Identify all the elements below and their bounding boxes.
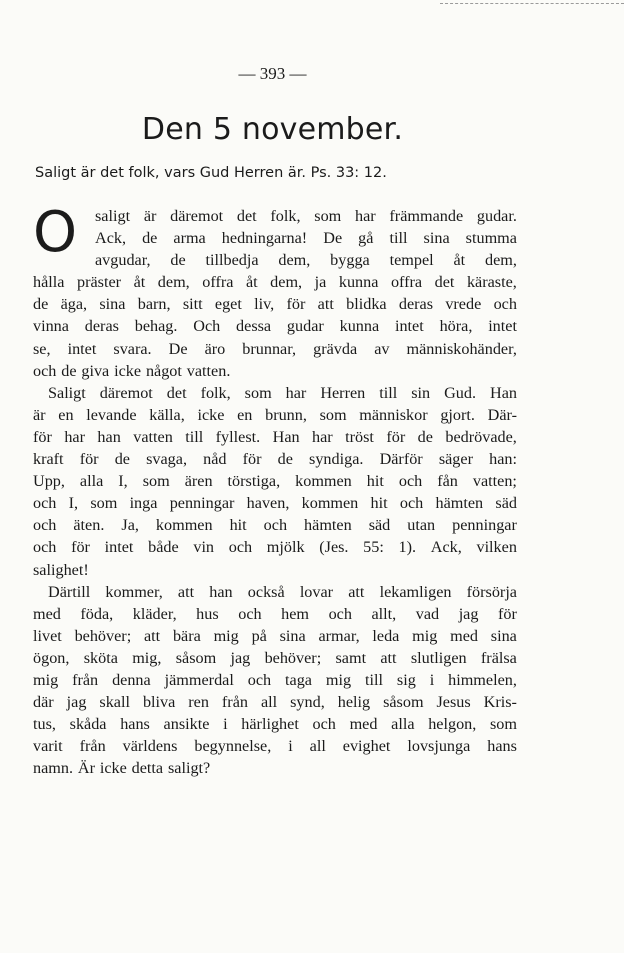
text-line: namn. Är icke detta saligt?: [33, 759, 211, 778]
text-line: och äten. Ja, kommen hit och hämten säd utan penningar: [33, 516, 517, 535]
text-line: och de giva icke något vatten.: [33, 361, 231, 380]
top-edge-rule: [440, 3, 624, 4]
text-line: tus, skåda hans ansikte i härlighet och med alla helgon, som: [33, 715, 517, 734]
text-line: Därtill kommer, att han också lovar att lekamligen försörja: [48, 582, 517, 601]
text-line: salighet!: [33, 560, 89, 579]
body-text: [33, 200, 517, 779]
text-line: de äga, sina barn, sitt eget liv, för att blidka deras vrede och: [33, 295, 517, 314]
text-line: Upp, alla I, som ären törstiga, kommen hit och fån vatten;: [33, 472, 517, 491]
text-line: Saligt däremot det folk, som har Herren till sin Gud. Han: [48, 383, 517, 402]
text-line: kraft för de svaga, nåd för de syndiga. Därför säger han:: [33, 450, 517, 469]
page-title: Den 5 november.: [141, 112, 404, 147]
text-line: livet behöver; att bära mig på sina armar, leda mig med sina: [33, 626, 517, 645]
text-line: för har han vatten till fyllest. Han har tröst för de bedrövade,: [33, 427, 517, 446]
text-line: hålla präster åt dem, offra åt dem, ja kunna offra det käraste,: [33, 273, 517, 292]
bible-verse-motto: Saligt är det folk, vars Gud Herren är. Ps. 33: 12.: [35, 165, 387, 181]
text-line: och för intet både vin och mjölk (Jes. 55: 1). Ack, vilken: [33, 538, 517, 557]
text-line: ögon, sköta mig, såsom jag behöver; samt att slutligen frälsa: [33, 648, 517, 667]
text-line: Ack, de arma hedningarna! De gå till sina stumma: [95, 229, 517, 248]
text-line: vinna deras behag. Och dessa gudar kunna intet höra, intet: [33, 317, 517, 336]
text-line: och I, som inga penningar haven, kommen hit och hämten säd: [33, 494, 517, 513]
text-line: avgudar, de tillbedja dem, bygga tempel åt dem,: [95, 251, 517, 270]
text-line: är en levande källa, icke en brunn, som människor gjort. Där-: [33, 405, 517, 424]
text-line: mig från denna jämmerdal och taga mig till sig i himmelen,: [33, 670, 517, 689]
page-number: — 393 —: [238, 64, 307, 83]
text-line: där jag skall bliva ren från all synd, helig såsom Jesus Kris-: [33, 693, 517, 712]
text-line: saligt är däremot det folk, som har främmande gudar.: [95, 207, 517, 225]
text-line: varit från världens begynnelse, i all evighet lovsjunga hans: [33, 737, 517, 756]
drop-cap: O: [33, 200, 78, 265]
text-line: se, intet svara. De äro brunnar, grävda av människohänder,: [33, 339, 517, 358]
text-line: med föda, kläder, hus och hem och allt, vad jag för: [33, 604, 517, 623]
